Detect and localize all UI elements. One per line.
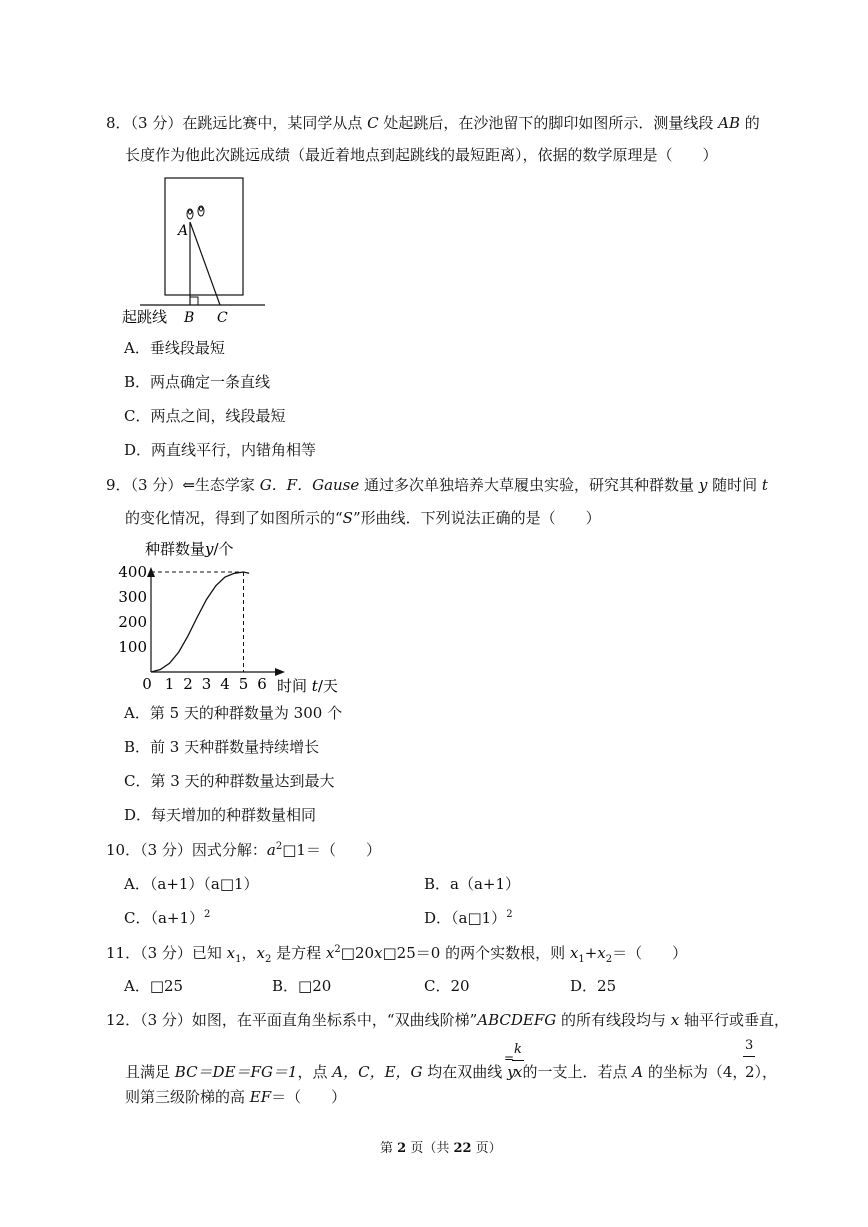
q12-stem-line3: 则第三级阶梯的高 EF＝（ ） <box>125 1088 347 1106</box>
label-B: B <box>184 310 195 326</box>
s-curve <box>151 572 249 672</box>
q12-frac-eq: = <box>504 1051 515 1065</box>
population-chart <box>115 533 355 698</box>
q9-stem-line1: 9．（3 分）⇐生态学家 G．F．Gause 通过多次单独培养大草履虫实验，研究其种群数量 y 随时间 t <box>106 476 768 494</box>
q10-option-c[interactable]: C．$(a+1)^2$ <box>124 909 211 927</box>
page-footer: 第 2 页（共 22 页） <box>380 1141 502 1156</box>
q9-option-b[interactable]: B．前 3 天种群数量持续增长 <box>124 738 320 756</box>
q11-option-b[interactable]: B．□20 <box>272 977 332 995</box>
label-takeoff-line: 起跳线 <box>122 308 168 326</box>
x-tick-label: 3 <box>201 675 212 693</box>
x-tick-label: 6 <box>257 675 267 693</box>
q9-option-a[interactable]: A．第 5 天的种群数量为 300 个 <box>124 704 343 722</box>
x-tick-label: 2 <box>183 675 193 693</box>
chart-xlabel: 时间 t/天 <box>277 677 338 695</box>
q8-stem-line2: 长度作为他此次跳远成绩（最近着地点到起跳线的最短距离），依据的数学原理是（ ） <box>125 146 718 164</box>
x-tick-label: 4 <box>220 675 230 693</box>
q8-option-c[interactable]: C．两点之间，线段最短 <box>124 407 286 425</box>
q10-stem: 10．（3 分）因式分解：$a^2□1=$（ ） <box>106 841 381 859</box>
y-tick-label: 200 <box>118 613 147 631</box>
q12-stem-line2: 且满足 BC＝DE＝FG＝1，点 A，C，E，G 均在双曲线 y <box>125 1063 516 1081</box>
q9-option-d[interactable]: D．每天增加的种群数量相同 <box>124 806 317 824</box>
q8-option-d[interactable]: D．两直线平行，内错角相等 <box>124 441 317 459</box>
q10-option-a[interactable]: A．（a+1）（a□1） <box>124 875 259 893</box>
q9-option-c[interactable]: C．第 3 天的种群数量达到最大 <box>124 772 335 790</box>
y-tick-label: 300 <box>118 588 147 606</box>
y-tick-label: 400 <box>118 563 147 581</box>
chart-ylabel: 种群数量y/个 <box>145 540 234 558</box>
q12-frac2-num: 3 <box>745 1038 754 1053</box>
q8-option-a[interactable]: A．垂线段最短 <box>124 339 225 357</box>
q10-option-b[interactable]: B．a（a+1） <box>424 875 521 893</box>
footprint-icon <box>187 206 204 219</box>
q11-option-c[interactable]: C．20 <box>424 977 470 995</box>
q9-stem-line2: 的变化情况，得到了如图所示的“S”形曲线．下列说法正确的是（ ） <box>125 509 601 527</box>
q11-option-a[interactable]: A．□25 <box>124 977 184 995</box>
x-tick-label: 0 <box>142 675 152 693</box>
q10-option-d[interactable]: D．（a□1）$^2$ <box>424 909 513 927</box>
q8-figure <box>120 170 270 330</box>
x-axis-arrow-icon <box>275 668 285 676</box>
y-tick-label: 100 <box>118 638 147 656</box>
label-C: C <box>217 310 228 326</box>
q8-option-b[interactable]: B．两点确定一条直线 <box>124 373 271 391</box>
q12-frac2-den-tail: 2）， <box>745 1063 778 1081</box>
q8-stem-line1: 8．（3 分）在跳远比赛中，某同学从点 C 处起跳后，在沙池留下的脚印如图所示．测量线段 AB 的 <box>106 114 760 132</box>
q11-stem: 11．（3 分）已知 $x_1$，$x_2$ 是方程 $x^2□20x□25=0$ 的两个实数根，则 $x_1+x_2=$（ ） <box>106 944 688 965</box>
q12-stem-line1: 12．（3 分）如图，在平面直角坐标系中，“双曲线阶梯”ABCDEFG 的所有线段均与 x 轴平行或垂直， <box>106 1011 790 1029</box>
q12-frac-k: k <box>514 1042 522 1057</box>
q12-frac-bar <box>512 1060 524 1061</box>
q12-frac2-bar <box>743 1056 755 1057</box>
q12-stem-line2-tail: x的一支上．若点 A 的坐标为（4， <box>514 1063 748 1081</box>
q11-option-d[interactable]: D．25 <box>570 977 617 995</box>
x-tick-label: 1 <box>164 675 175 693</box>
label-A: A <box>178 223 189 239</box>
x-tick-label: 5 <box>238 675 249 693</box>
